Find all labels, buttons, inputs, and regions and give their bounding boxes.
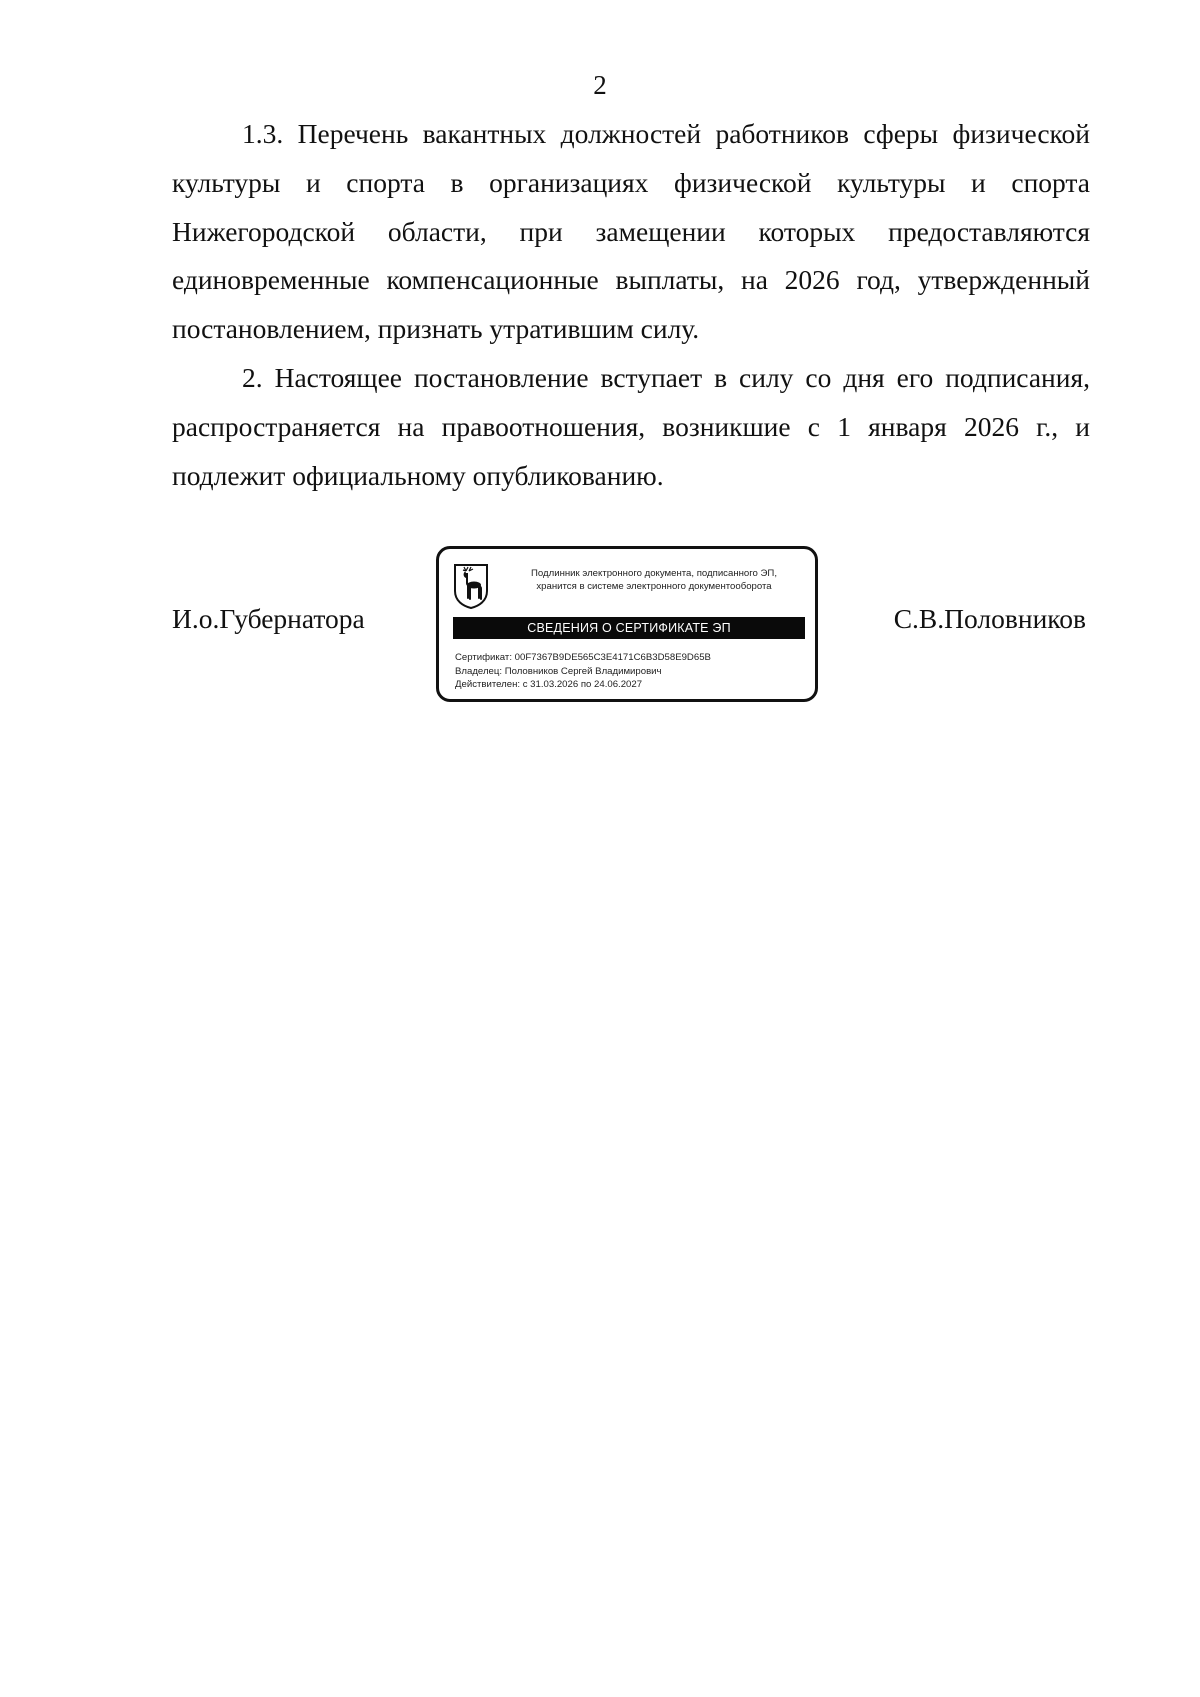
certificate-details: [455, 651, 805, 692]
stamp-heading: [499, 567, 809, 593]
signatory-title: И.о.Губернатора: [172, 603, 365, 634]
electronic-signature-stamp: [436, 546, 818, 702]
stamp-heading-line-2: хранится в системе электронного документооборота: [536, 581, 772, 592]
coat-of-arms-icon: [453, 563, 489, 609]
certificate-owner: Владелец: Половников Сергей Владимирович: [455, 665, 662, 677]
paragraph-2: 2. Настоящее постановление вступает в силу со дня его подписания, распространяется на правоотношения, возникшие с 1 января 2026 г., и подлежит официальному опубликованию.: [172, 361, 1090, 491]
certificate-validity: Действителен: с 31.03.2026 по 24.06.2027: [455, 679, 643, 690]
paragraph-1-3: 1.3. Перечень вакантных должностей работников сферы физической культуры и спорта в организациях физической культуры и спорта Нижегородской области, при замещении которых предоставляются единовременные компенсационные выплаты, на 2026 год, утвержденный постановлением, признать утратившим силу.: [172, 118, 1090, 345]
signatory-name: С.В.Половников: [893, 603, 1086, 634]
document-body: [172, 110, 1090, 500]
certificate-info-bar: СВЕДЕНИЯ О СЕРТИФИКАТЕ ЭП: [453, 617, 805, 639]
page-number: 2: [593, 70, 607, 100]
stamp-heading-line-1: Подлинник электронного документа, подписанного ЭП,: [531, 568, 777, 579]
certificate-number: Сертификат: 00F7367B9DE565C3E4171C6B3D58E9D65B: [455, 652, 711, 663]
